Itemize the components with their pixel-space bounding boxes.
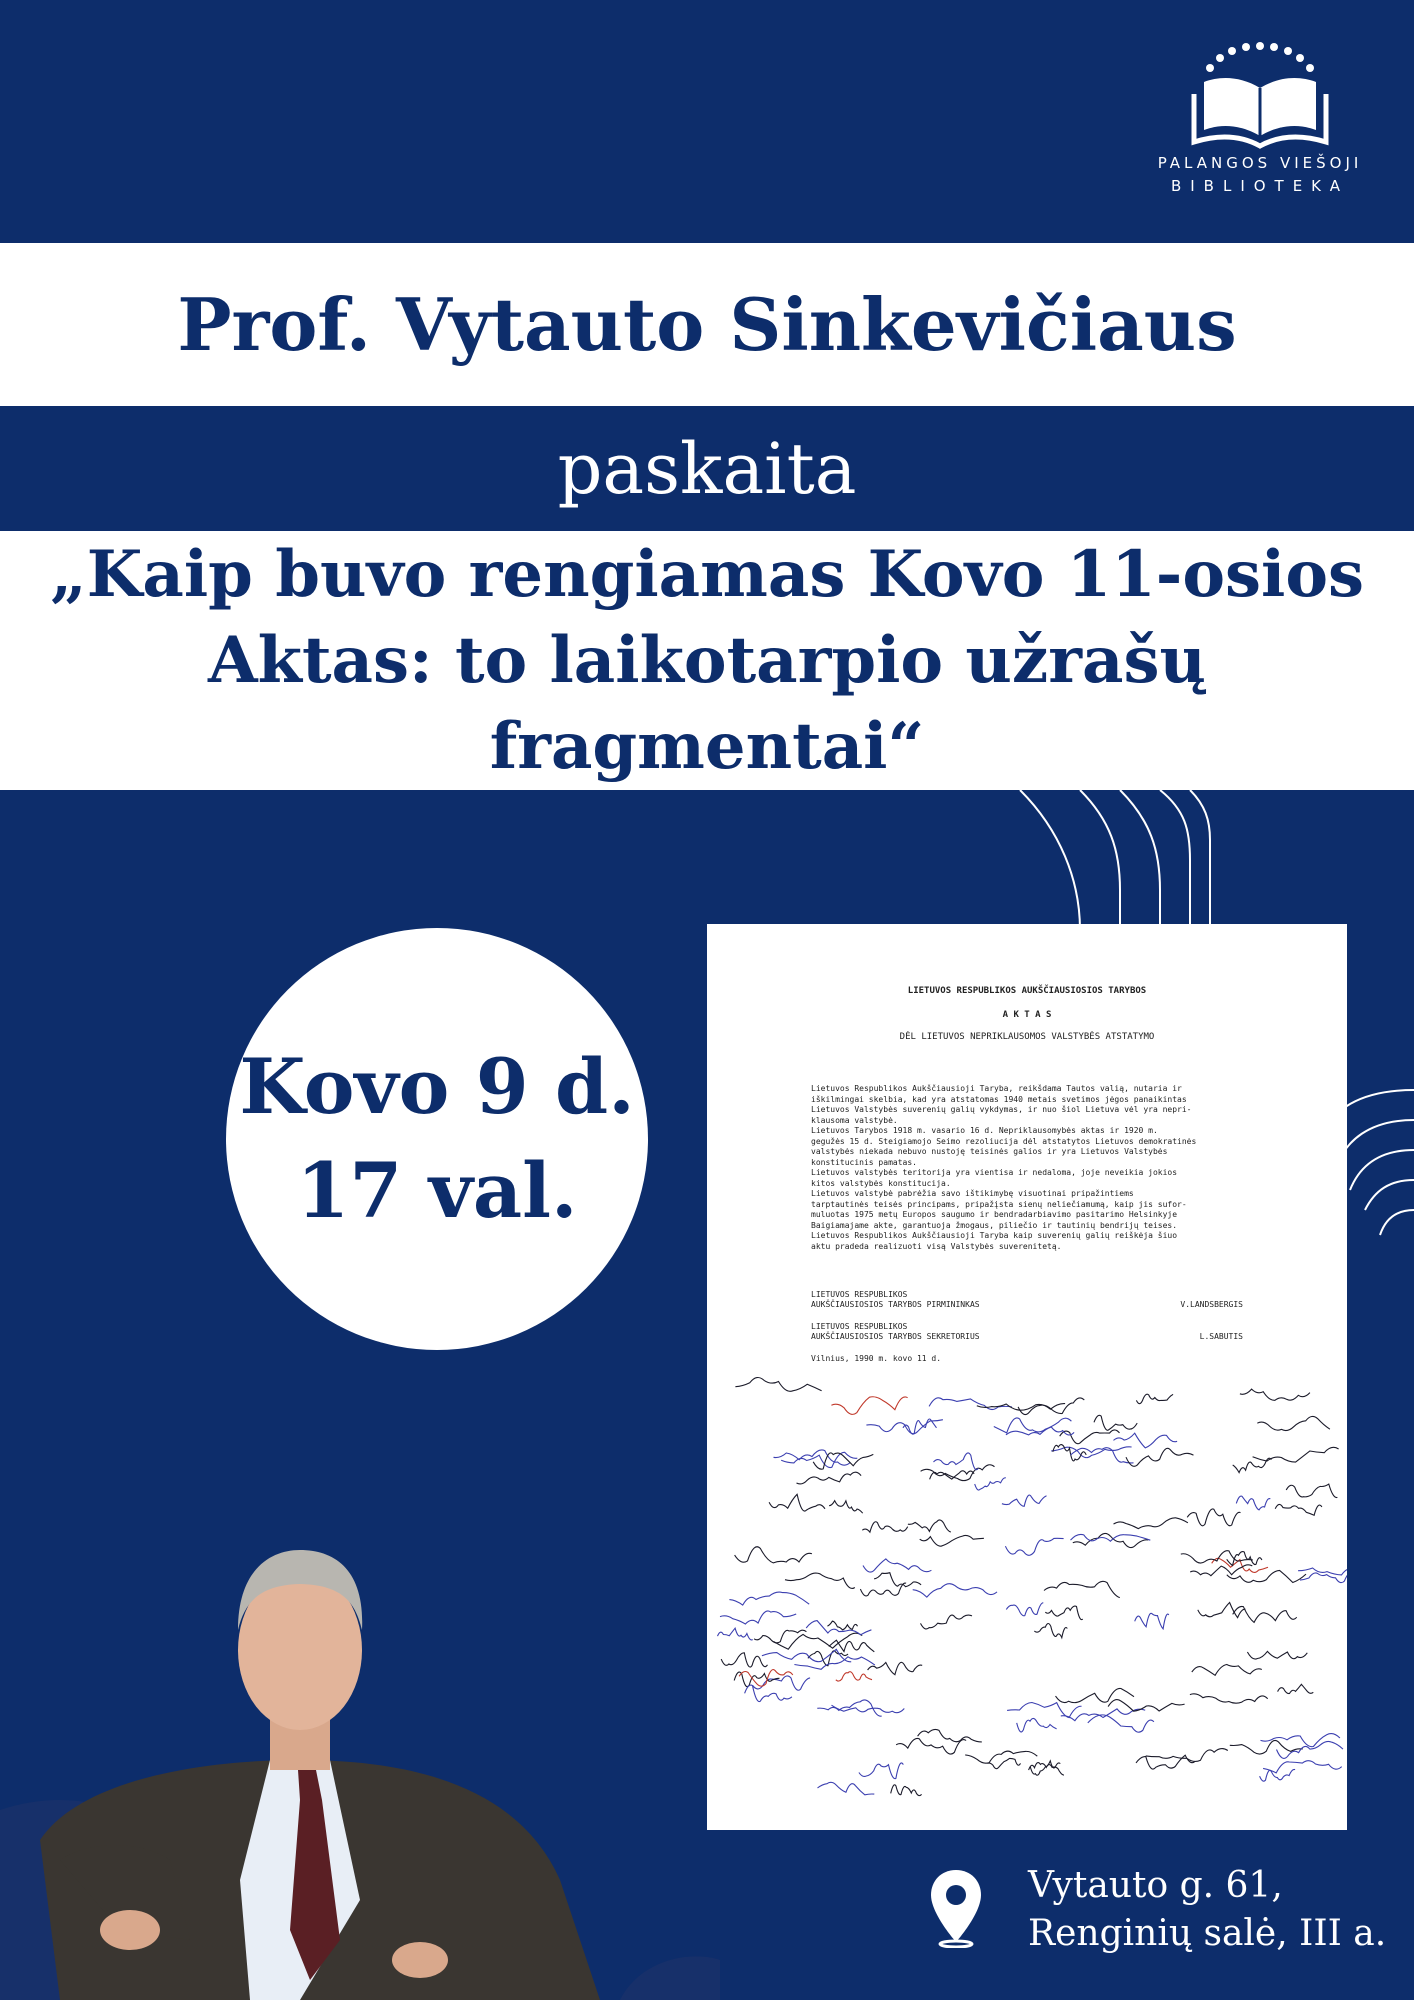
doc-body-line: konstitucinis pamatas. bbox=[811, 1157, 917, 1167]
signature-scribble bbox=[896, 1738, 966, 1754]
doc-body-line: klausoma valstybė. bbox=[811, 1115, 898, 1125]
logo-text-line1: PALANGOS VIEŠOJI bbox=[1157, 154, 1363, 172]
signature-scribble bbox=[1263, 1761, 1342, 1773]
topic-line-2: Aktas: to laikotarpio užrašų fragmentai“ bbox=[207, 622, 1207, 784]
signature-scribble bbox=[1298, 1563, 1347, 1575]
signature-scribble bbox=[1060, 1430, 1120, 1444]
signature-scribble bbox=[794, 1657, 875, 1670]
event-time: 17 val. bbox=[296, 1146, 578, 1235]
doc-sign-1-name: V.LANDSBERGIS bbox=[1180, 1300, 1243, 1309]
doc-header-1: LIETUVOS RESPUBLIKOS AUKŠČIAUSIOSIOS TARYBOS bbox=[907, 986, 1147, 996]
signature-scribble bbox=[1278, 1684, 1314, 1693]
title-band bbox=[0, 243, 1414, 406]
signature-scribble bbox=[1286, 1484, 1337, 1497]
signature-scribble bbox=[831, 1397, 907, 1415]
signature-scribble bbox=[1227, 1552, 1262, 1566]
signature-scribble bbox=[1136, 1755, 1195, 1769]
signature-scribble bbox=[1136, 1394, 1173, 1404]
signature-scribble bbox=[1114, 1433, 1178, 1448]
signature-scribble bbox=[913, 1584, 997, 1597]
lecturer-portrait bbox=[0, 1460, 720, 2000]
signature-scribble bbox=[863, 1559, 931, 1572]
signature-scribble bbox=[1181, 1551, 1253, 1563]
signature-scribble bbox=[1053, 1445, 1086, 1461]
signature-scribble bbox=[1190, 1565, 1252, 1576]
signature-scribble bbox=[735, 1547, 812, 1563]
signature-scribble bbox=[1005, 1538, 1063, 1555]
signature-scribble bbox=[1236, 1496, 1270, 1510]
signature-scribble bbox=[774, 1450, 851, 1465]
signature-scribble bbox=[753, 1676, 810, 1690]
signature-scribble bbox=[862, 1522, 907, 1532]
doc-body-line: valstybės niekada nebuvo nustoję teisinės galios ir yra Lietuvos Valstybės bbox=[811, 1147, 1168, 1156]
signature-scribble bbox=[929, 1398, 1012, 1410]
doc-sign-2-name: L.SABUTIS bbox=[1199, 1332, 1243, 1341]
signature-scribble bbox=[762, 1649, 851, 1661]
signature-scribble bbox=[1192, 1665, 1262, 1676]
signature-scribble bbox=[891, 1785, 922, 1796]
signature-scribble bbox=[1146, 1749, 1228, 1762]
signature-scribble bbox=[1247, 1651, 1307, 1659]
signature-scribble bbox=[1190, 1694, 1268, 1703]
doc-sign-1a: LIETUVOS RESPUBLIKOS bbox=[811, 1290, 908, 1299]
signature-scribble bbox=[918, 1729, 982, 1741]
doc-body-line: kitos valstybės konstitucija. bbox=[811, 1178, 951, 1188]
signature-scribble bbox=[1135, 1613, 1169, 1629]
signature-scribble bbox=[1045, 1606, 1082, 1620]
signature-scribble bbox=[1088, 1715, 1154, 1732]
signature-scribble bbox=[720, 1611, 796, 1624]
doc-body-line: Lietuvos valstybė pabrėžia savo ištikimybę visuotinai pripažintiems bbox=[811, 1189, 1134, 1198]
signature-scribble bbox=[829, 1501, 863, 1514]
signature-scribble bbox=[1126, 1448, 1194, 1466]
signatures-area bbox=[707, 1304, 1347, 1824]
signature-scribble bbox=[965, 1751, 1037, 1763]
doc-body-line: Lietuvos Respublikos Aukščiausioji Taryba, reikšdama Tautos valią, nutaria ir bbox=[811, 1084, 1182, 1093]
signature-scribble bbox=[1275, 1504, 1322, 1515]
doc-body-line: Lietuvos Respublikos Aukščiausioji Taryba kaip suverenių galių reiškėja šiuo bbox=[811, 1231, 1178, 1240]
doc-header-2: A K T A S bbox=[1002, 1010, 1052, 1020]
signature-scribble bbox=[827, 1621, 857, 1630]
signature-scribble bbox=[921, 1465, 995, 1481]
signature-scribble bbox=[903, 1419, 937, 1434]
signature-scribble bbox=[921, 1615, 973, 1629]
signature-scribble bbox=[729, 1592, 809, 1605]
doc-sign-1b: AUKŠČIAUSIOSIOS TARYBOS PIRMININKAS bbox=[811, 1300, 980, 1309]
logo-text-line2: BIBLIOTEKA bbox=[1170, 177, 1350, 195]
book-icon bbox=[1180, 38, 1340, 150]
signature-scribble bbox=[1006, 1427, 1074, 1435]
act-document-image bbox=[707, 924, 1347, 1830]
event-type: paskaita bbox=[557, 427, 857, 510]
signature-scribble bbox=[769, 1494, 825, 1511]
doc-body-line: aktu pradeda realizuoti visą Valstybės suverenitetą. bbox=[811, 1241, 1062, 1251]
subtitle-band bbox=[0, 406, 1414, 531]
signature-scribble bbox=[745, 1685, 792, 1702]
signature-scribble bbox=[975, 1478, 1006, 1490]
signature-scribble bbox=[735, 1377, 821, 1391]
doc-body-line: Lietuvos Valstybės suverenių galių vykdymas, ir nuo šiol Lietuva vėl yra nepri- bbox=[811, 1105, 1192, 1114]
signature-scribble bbox=[1018, 1398, 1084, 1415]
topic-band bbox=[0, 531, 1414, 790]
signature-scribble bbox=[797, 1472, 862, 1484]
doc-header-3: DĖL LIETUVOS NEPRIKLAUSOMOS VALSTYBĖS ATSTATYMO bbox=[899, 1032, 1155, 1042]
doc-body-line: Lietuvos valstybės teritorija yra vientisa ir nedaloma, joje neveikia jokios bbox=[811, 1168, 1178, 1177]
signature-scribble bbox=[1071, 1448, 1134, 1463]
location-line-2: Renginių salė, III a. bbox=[1028, 1913, 1387, 1954]
signature-scribble bbox=[818, 1782, 875, 1794]
signature-scribble bbox=[721, 1653, 767, 1667]
lecturer-title: Prof. Vytauto Sinkevičiaus bbox=[177, 282, 1237, 367]
topic-line-1: „Kaip buvo rengiamas Kovo 11-osios bbox=[49, 536, 1365, 612]
location-pin-icon bbox=[928, 1868, 984, 1948]
signature-scribble bbox=[1233, 1606, 1297, 1622]
signature-scribble bbox=[1240, 1389, 1310, 1400]
signature-scribble bbox=[934, 1453, 979, 1470]
doc-body-line: muluotas 1975 metų Europos saugumo ir bendradarbiavimo pasitarimo Helsinkyje bbox=[811, 1210, 1178, 1219]
signature-scribble bbox=[1056, 1688, 1135, 1702]
signature-scribble bbox=[1253, 1447, 1339, 1462]
signature-scribble bbox=[1261, 1734, 1340, 1747]
signature-scribble bbox=[1034, 1624, 1067, 1638]
signature-scribble bbox=[718, 1628, 753, 1640]
signature-scribble bbox=[1227, 1570, 1306, 1582]
signature-scribble bbox=[836, 1672, 872, 1681]
signature-scribble bbox=[868, 1662, 923, 1674]
library-logo bbox=[1140, 38, 1380, 198]
doc-place-date: Vilnius, 1990 m. kovo 11 d. bbox=[811, 1354, 942, 1363]
signature-scribble bbox=[920, 1535, 984, 1546]
signature-scribble bbox=[832, 1705, 905, 1712]
signature-scribble bbox=[1006, 1603, 1043, 1616]
signature-scribble bbox=[1044, 1581, 1120, 1597]
signature-scribble bbox=[1029, 1763, 1064, 1776]
doc-body-line: tarptautinės teisės principams, pripažįsta sienų neliečiamumą, kaip jis sufor- bbox=[811, 1199, 1187, 1209]
signature-scribble bbox=[908, 1520, 951, 1532]
event-location bbox=[1028, 1862, 1386, 1958]
doc-body-line: Baigiamajame akte, garantuoja žmogaus, piliečio ir tautinių bendrijų teises. bbox=[811, 1220, 1178, 1230]
signature-scribble bbox=[754, 1630, 806, 1643]
doc-sign-2b: AUKŠČIAUSIOSIOS TARYBOS SEKRETORIUS bbox=[811, 1332, 980, 1341]
signature-scribble bbox=[785, 1573, 855, 1588]
signature-scribble bbox=[1257, 1416, 1330, 1430]
signature-scribble bbox=[1198, 1603, 1246, 1618]
date-circle bbox=[226, 928, 648, 1350]
signature-scribble bbox=[1114, 1518, 1188, 1529]
signature-scribble bbox=[1002, 1495, 1047, 1506]
doc-body-line: iškilmingai skelbia, kad yra atstatomas 1940 metais svetimos jėgos panaikintas bbox=[811, 1094, 1187, 1104]
signature-scribble bbox=[988, 1758, 1021, 1768]
signature-scribble bbox=[1017, 1718, 1057, 1732]
signature-scribble bbox=[1007, 1703, 1081, 1718]
doc-body-line: gegužės 15 d. Steigiamojo Seimo rezoliucija dėl atstatytos Lietuvos demokratinės bbox=[811, 1136, 1197, 1146]
signature-scribble bbox=[866, 1420, 943, 1434]
signature-scribble bbox=[994, 1418, 1072, 1433]
location-line-1: Vytauto g. 61, bbox=[1028, 1865, 1283, 1906]
signature-scribble bbox=[874, 1573, 921, 1587]
doc-body-line: Lietuvos Tarybos 1918 m. vasario 16 d. Nepriklausomybės aktas ir 1920 m. bbox=[811, 1126, 1158, 1135]
signature-scribble bbox=[808, 1651, 848, 1666]
doc-sign-2a: LIETUVOS RESPUBLIKOS bbox=[811, 1322, 908, 1331]
signature-scribble bbox=[1108, 1700, 1185, 1712]
signature-scribble bbox=[1094, 1415, 1137, 1430]
doc-body bbox=[811, 1084, 1243, 1252]
signature-scribble bbox=[859, 1763, 903, 1779]
event-date: Kovo 9 d. bbox=[239, 1042, 635, 1131]
signature-scribble bbox=[1187, 1509, 1240, 1526]
